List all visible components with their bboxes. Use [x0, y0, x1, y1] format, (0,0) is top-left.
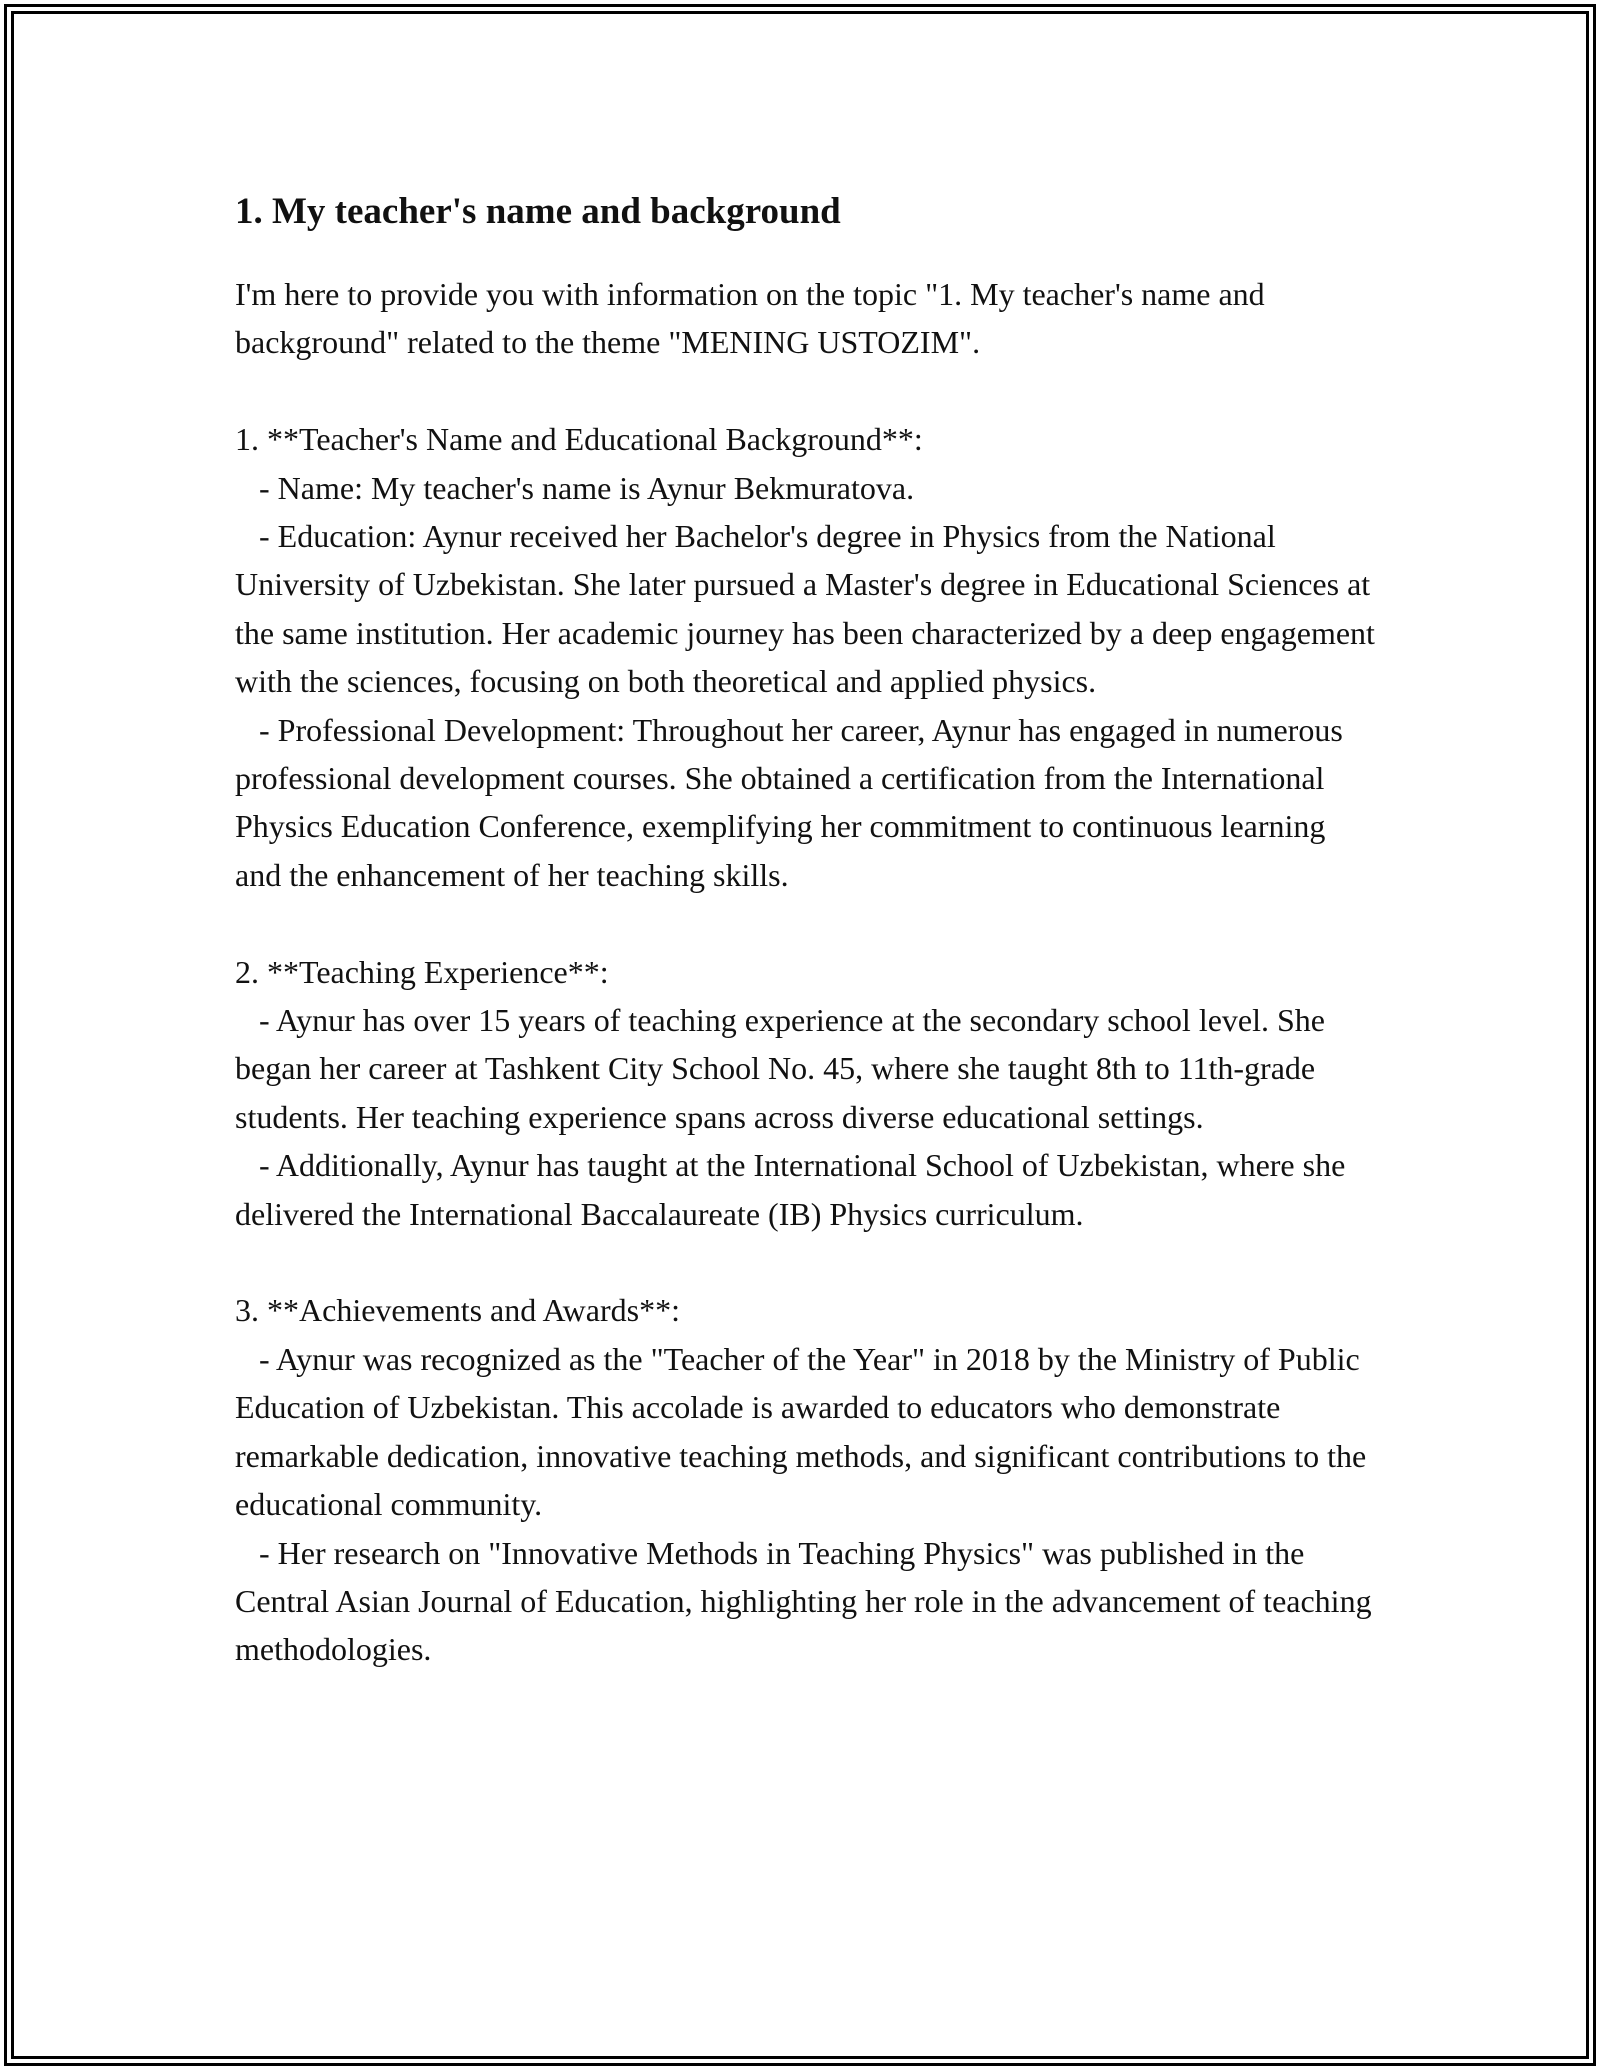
document-title: 1. My teacher's name and background: [235, 191, 841, 232]
bullet-text: - Name: My teacher's name is Aynur Bekmuratova.: [259, 469, 915, 506]
bullet-item: [235, 706, 1375, 900]
bullet-item: [235, 1529, 1375, 1674]
intro-paragraph: I'm here to provide you with information on the topic "1. My teacher's name and background" related to the theme "MENING USTOZIM".: [235, 276, 1265, 361]
section-heading: 1. **Teacher's Name and Educational Background**:: [235, 421, 923, 458]
bullet-item: [235, 996, 1375, 1141]
section-achievements: [235, 1286, 1375, 1673]
section-education: [235, 415, 1375, 899]
bullet-text: - Additionally, Aynur has taught at the International School of Uzbekistan, where she delivered the International Baccalaureate (IB) Physics curriculum.: [235, 1147, 1346, 1232]
bullet-item: [235, 512, 1375, 706]
bullet-item: [235, 1335, 1375, 1529]
bullet-text: - Professional Development: Throughout her career, Aynur has engaged in numerous professional development courses. She obtained a certification from the International Physics Education Conference, exemplifying her commitment to continuous learning and the enhancement of her teaching skills.: [235, 711, 1343, 893]
section-heading: 2. **Teaching Experience**:: [235, 953, 609, 990]
section-heading: 3. **Achievements and Awards**:: [235, 1292, 680, 1329]
bullet-text: - Education: Aynur received her Bachelor's degree in Physics from the National University of Uzbekistan. She later pursued a Master's degree in Educational Sciences at the same institution. Her academic journey has been characterized by a deep engagement with the sciences, focusing on both theoretical and applied physics.: [235, 518, 1375, 700]
section-experience: [235, 948, 1375, 1238]
bullet-text: - Aynur was recognized as the "Teacher of the Year" in 2018 by the Ministry of Public Education of Uzbekistan. This accolade is awarded to educators who demonstrate remarkable dedication, innovative teaching methods, and significant contributions to the educational community.: [235, 1340, 1367, 1523]
bullet-text: - Her research on "Innovative Methods in Teaching Physics" was published in the Central Asian Journal of Education, highlighting her role in the advancement of teaching methodologies.: [235, 1534, 1372, 1668]
document-body: [235, 186, 1375, 1674]
bullet-item: [235, 464, 1375, 512]
bullet-item: [235, 1141, 1375, 1238]
bullet-text: - Aynur has over 15 years of teaching experience at the secondary school level. She began her career at Tashkent City School No. 45, where she taught 8th to 11th-grade students. Her teaching experience spans across diverse educational settings.: [235, 1002, 1325, 1135]
